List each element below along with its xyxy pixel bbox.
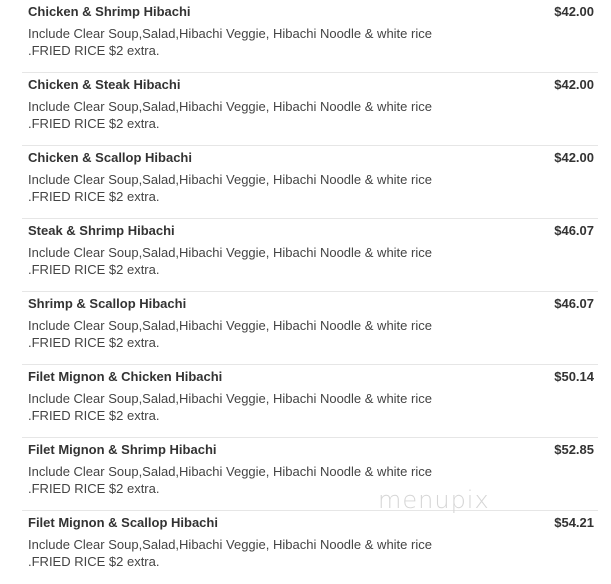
item-description: Include Clear Soup,Salad,Hibachi Veggie, Hibachi Noodle & white rice .FRIED RICE $2 extra. [28, 245, 432, 277]
item-name: Filet Mignon & Scallop Hibachi [28, 515, 218, 530]
item-description: Include Clear Soup,Salad,Hibachi Veggie, Hibachi Noodle & white rice .FRIED RICE $2 extra. [28, 464, 432, 496]
item-name: Filet Mignon & Shrimp Hibachi [28, 442, 217, 457]
item-name: Chicken & Shrimp Hibachi [28, 4, 191, 19]
item-name: Chicken & Steak Hibachi [28, 77, 181, 92]
menu-item [22, 365, 598, 438]
item-description: Include Clear Soup,Salad,Hibachi Veggie, Hibachi Noodle & white rice .FRIED RICE $2 extra. [28, 26, 432, 58]
item-name: Steak & Shrimp Hibachi [28, 223, 175, 238]
item-description: Include Clear Soup,Salad,Hibachi Veggie, Hibachi Noodle & white rice .FRIED RICE $2 extra. [28, 172, 432, 204]
item-name: Filet Mignon & Chicken Hibachi [28, 369, 223, 384]
menu-item [22, 438, 598, 511]
item-price: $52.85 [554, 442, 594, 457]
item-price: $50.14 [554, 369, 594, 384]
menu-item [22, 146, 598, 219]
item-description: Include Clear Soup,Salad,Hibachi Veggie, Hibachi Noodle & white rice .FRIED RICE $2 extra. [28, 391, 432, 423]
item-price: $42.00 [554, 4, 594, 19]
menu-list [22, 0, 598, 584]
item-name: Chicken & Scallop Hibachi [28, 150, 192, 165]
menu-item [22, 292, 598, 365]
menu-item [22, 73, 598, 146]
item-price: $54.21 [554, 515, 594, 530]
item-price: $46.07 [554, 296, 594, 311]
menu-item [22, 0, 598, 73]
menu-item [22, 511, 598, 584]
item-description: Include Clear Soup,Salad,Hibachi Veggie, Hibachi Noodle & white rice .FRIED RICE $2 extra. [28, 99, 432, 131]
item-price: $46.07 [554, 223, 594, 238]
item-description: Include Clear Soup,Salad,Hibachi Veggie, Hibachi Noodle & white rice .FRIED RICE $2 extra. [28, 537, 432, 569]
item-name: Shrimp & Scallop Hibachi [28, 296, 187, 311]
watermark-logo: menupix [378, 486, 490, 514]
menu-item [22, 219, 598, 292]
item-price: $42.00 [554, 150, 594, 165]
item-price: $42.00 [554, 77, 594, 92]
item-description: Include Clear Soup,Salad,Hibachi Veggie, Hibachi Noodle & white rice .FRIED RICE $2 extra. [28, 318, 432, 350]
